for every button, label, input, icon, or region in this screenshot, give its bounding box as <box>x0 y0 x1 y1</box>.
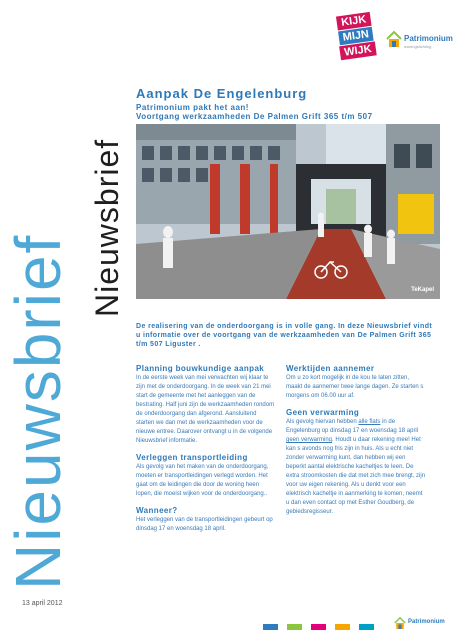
section-text-planning: In de eerste week van mei verwachten wij klaar te zijn met de onderdoorgang. In de week van 21 mei start de gemeente met het aanleggen van de bestrating. Half juni zijn de werkzaamheden rondom de onderdoorgang dan afgerond. Aansluitend starten we dan met de werkzaamheden voor de nieuwe entree. Daarover ontvangt u in de volgende Nieuwsbrief informatie. <box>136 375 275 444</box>
section-text-wanneer: Het verleggen van de transportleidingen gebeurt op dinsdag 17 en woensdag 18 april. <box>136 517 273 532</box>
section-text-werktijden: Om u zo kort mogelijk in de kou te laten zitten, maakt de aannemer twee lange dagen. Ze starten s morgens om 06.00 uur af. <box>286 375 424 399</box>
section-heading-transportleiding: Verleggen transportleiding <box>136 453 248 462</box>
verwarming-text-c: . Houdt u daar rekening mee! Het kan s avonds nog fris zijn in huis. Als u echt niet zonder verwarming kunt, dan hebben wij een beperkt aantal elektrische kacheltjes te leen. De extra stroomkosten die dat met zich mee brengt, zijn voor uw eigen rekening. Als u denkt voor een elektrisch kacheltje in aanmerking te komen, neemt u dan even contact op met Esther Goudberg, de gebiedsregisseur. <box>286 437 426 515</box>
right-column <box>286 364 426 524</box>
verwarming-text-b: in de Engelenburg op dinsdag 17 en woensdag 18 april <box>286 419 419 434</box>
section-heading-planning: Planning bouwkundige aanpak <box>136 364 265 373</box>
patrimonium-name: Patrimonium <box>404 34 453 43</box>
footer-square-green <box>287 624 302 630</box>
verwarming-text-a: Als gevolg hiervan hebben <box>286 419 359 425</box>
section-heading-verwarming: Geen verwarming <box>286 408 360 417</box>
issue-date: 13 april 2012 <box>22 600 63 607</box>
footer-square-blue <box>263 624 278 630</box>
logo-line-2: MIJN <box>338 27 374 46</box>
alle-flats-link[interactable]: alle flats <box>358 419 381 425</box>
footer-square-pink <box>311 624 326 630</box>
logo-line-3: WIJK <box>339 41 376 60</box>
kijk-mijn-wijk-logo <box>329 11 383 63</box>
section-heading-wanneer: Wanneer? <box>136 506 178 515</box>
footer-logo-name: Patrimonium <box>408 619 445 625</box>
geen-verwarming-link[interactable]: geen verwarming <box>286 437 333 443</box>
left-column <box>136 364 276 541</box>
section-text-verwarming <box>286 418 426 517</box>
patrimonium-tagline: woningstichting <box>404 44 432 49</box>
page-title: Aanpak De Engelenburg <box>136 86 308 101</box>
footer-square-orange <box>335 624 350 630</box>
intro-paragraph: De realisering van de onderdoorgang is in volle gang. In deze Nieuwsbrief vindt u informatie over de voortgang van de werkzaamheden van De Palmen Grift 365 t/m 507 Liguster . <box>136 323 433 348</box>
photo-credit: TeKapel <box>411 287 434 293</box>
underpass-render-drawing <box>136 124 440 299</box>
house-icon <box>386 30 402 48</box>
logo-line-1: KIJK <box>336 12 371 30</box>
subtitle-1: Patrimonium pakt het aan! <box>136 103 249 112</box>
footer-house-icon <box>394 616 406 630</box>
article-heading <box>136 86 373 121</box>
watermark-nieuwsbrief-small: Nieuwsbrief <box>89 138 125 317</box>
section-text-transportleiding: Als gevolg van het maken van de onderdoorgang, moeten er transportleidingen verlegd worden. Het gaat om de leidingen die door de woning heen lopen, die moeist wijken voor de onderdoorgang.. <box>136 464 269 497</box>
underpass-render-image <box>136 124 440 299</box>
watermark-nieuwsbrief-large: Nieuwsbrief <box>2 233 74 590</box>
footer-patrimonium-logo <box>394 616 449 632</box>
footer-square-cyan <box>359 624 374 630</box>
subtitle-2: Voortgang werkzaamheden De Palmen Grift 365 t/m 507 <box>136 112 373 121</box>
patrimonium-logo <box>386 30 453 52</box>
section-heading-werktijden: Werktijden aannemer <box>286 364 375 373</box>
